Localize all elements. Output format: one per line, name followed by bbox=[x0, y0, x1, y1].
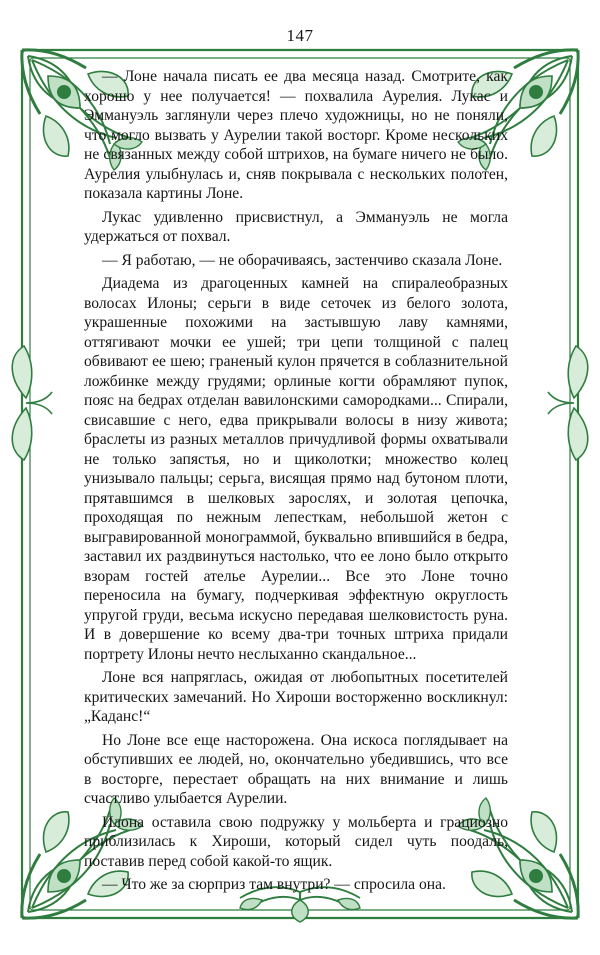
paragraph: Диадема из драгоценных камней на спиралеобразных волосах Илоны; серьги в виде сеточек из белого золота, украшенные похожими на застывшую лаву камнями, оттягивают мочки ее ушей; три цепи толщиной с палец обвивают ее шею; граненый кулон прячется в соблазнительной ложбинке между грудями; орлиные когти обрамляют пупок, пояс на бедрах отделан вавилонскими самородками... Спирали, свисавшие с него, едва прикрывали волосы в низу живота; браслеты из разных металлов причудливой формы охватывали не только запястья, но и щиколотки; множество колец унизывало пальцы; серьга, висящая прямо над бутоном плоти, прятавшимся в шелковых зарослях, и золотая цепочка, проходящая по нежным лепесткам, небольшой жетон с выгравированной монограммой, буквально впившийся в бедра, заставил их раздвинуться настолько, что ее лоно было открыто взорам гостей ателье Аурелии... Все это Лоне точно переносила на бумагу, подчеркивая эффектную округлость упругой груди, весьма искусно передавая шелковистость руна. И в довершение ко всему два-три точных штриха придали портрету Илоны нечто неслыханно скандальное... bbox=[84, 275, 508, 663]
paragraph: Лоне вся напряглась, ожидая от любопытных посетителей критических замечаний. Но Хироши восторженно воскликнул: „Каданс!“ bbox=[84, 669, 508, 725]
paragraph: — Лоне начала писать ее два месяца назад. Смотрите, как хорошо у нее получается! — похвалила Аурелия. Лукас и Эммануэль заглянули через плечо художницы, но не поняли, что могло вызвать у Аурелии такой восторг. Кроме нескольких не связанных между собой штрихов, на бумаге ничего не было. Аурелия улыбнулась и, сняв покрывала с нескольких полотен, показала картины Лоне. bbox=[84, 68, 508, 202]
paragraph: Но Лоне все еще насторожена. Она искоса поглядывает на обступивших ее людей, но, окончательно убедившись, что все в восторге, перестает обращать на них внимание и лишь счастливо улыбается Аурелии. bbox=[84, 731, 508, 807]
body-text bbox=[84, 67, 508, 899]
paragraph: — Я работаю, — не оборачиваясь, застенчиво сказала Лоне. bbox=[102, 251, 503, 269]
paragraph: Илона оставила свою подружку у мольберта и грациозно приблизилась к Хироши, который сидел чуть поодаль, поставив перед собой какой-то ящик. bbox=[84, 813, 508, 870]
page-number: 147 bbox=[286, 26, 314, 45]
paragraph: — Что же за сюрприз там внутри? — спросила она. bbox=[102, 876, 446, 893]
paragraph: Лукас удивленно присвистнул, а Эммануэль не могла удержаться от похвал. bbox=[84, 208, 508, 245]
